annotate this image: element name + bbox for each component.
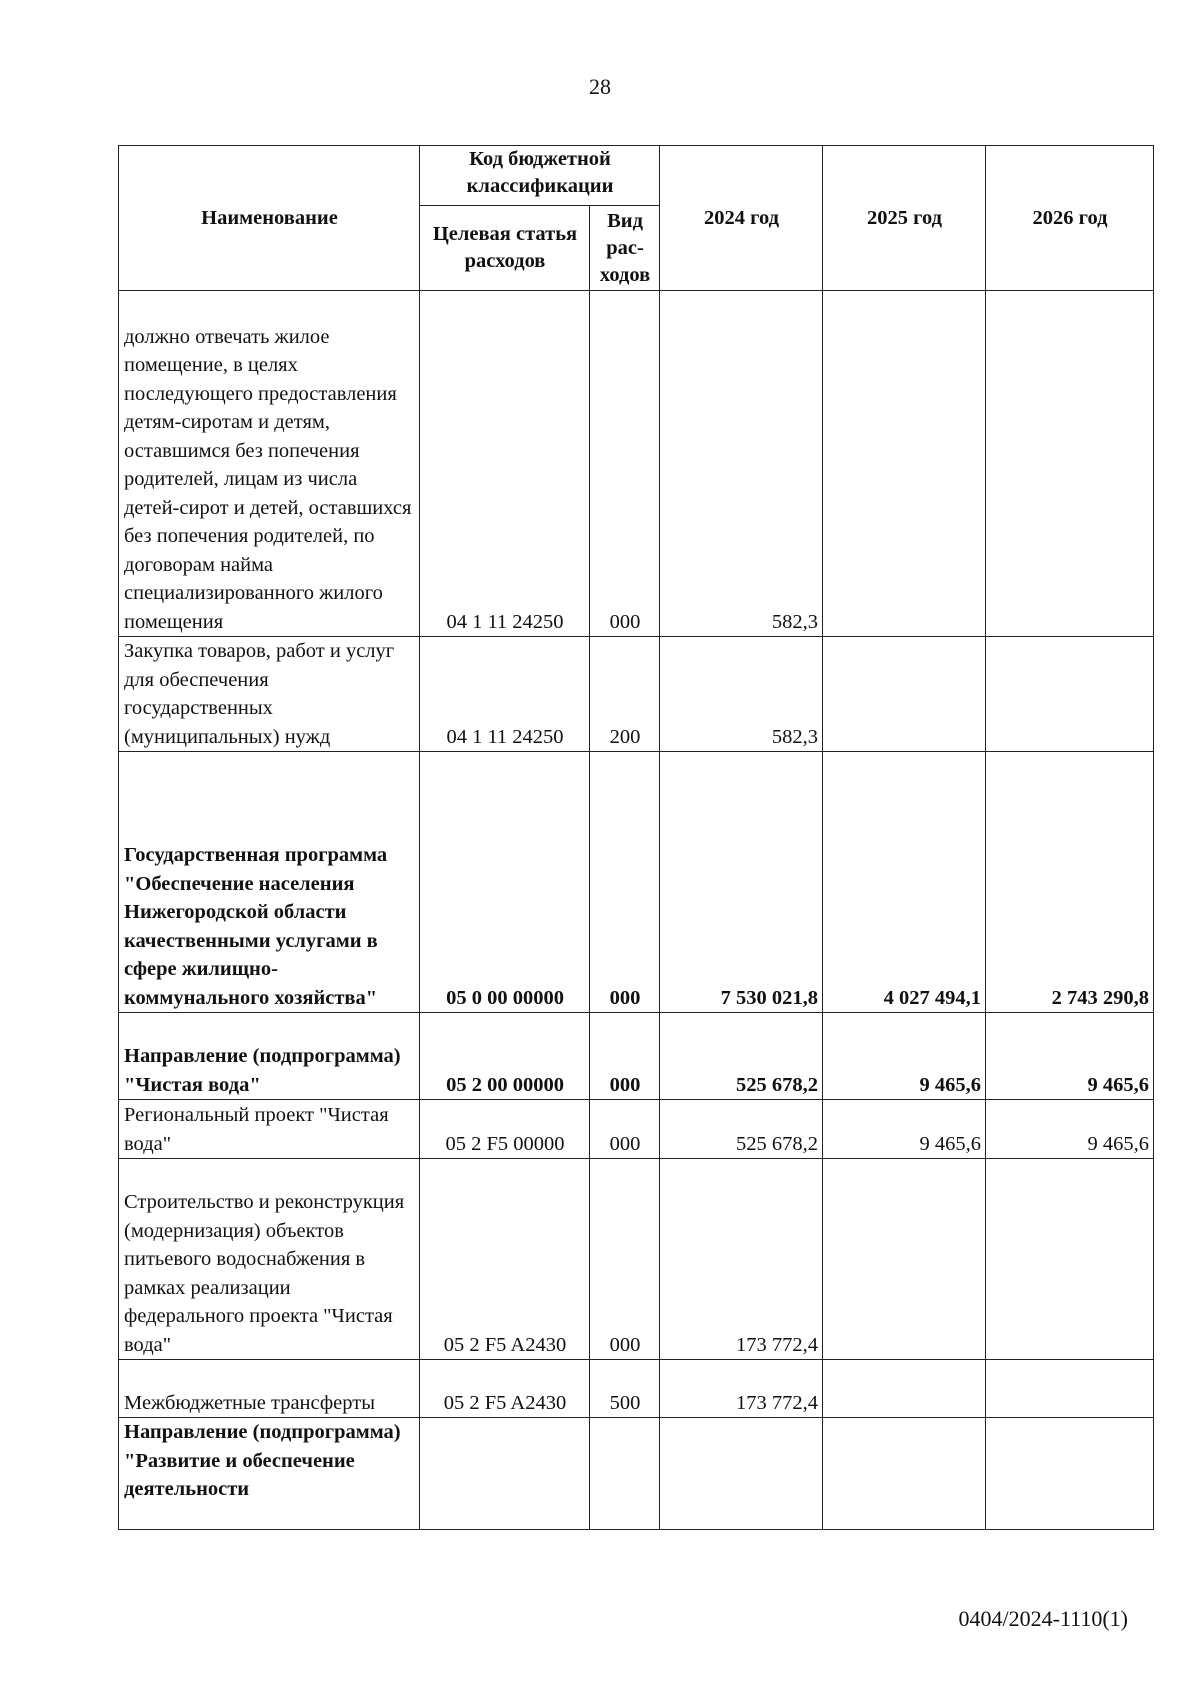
budget-table [118,145,1154,1530]
cell-expense-type: 000 [590,1159,660,1360]
table-row [119,1418,1154,1530]
cell-2025 [823,1418,986,1530]
cell-target-code: 05 2 00 00000 [420,1013,590,1100]
cell-2024 [660,1418,823,1530]
header-2026: 2026 год [986,146,1154,291]
cell-name: Направление (подпрограмма) "Чистая вода" [119,1013,420,1100]
table-row [119,1013,1154,1100]
cell-2024: 525 678,2 [660,1100,823,1159]
table-row [119,291,1154,637]
cell-2026: 9 465,6 [986,1100,1154,1159]
cell-2025: 9 465,6 [823,1013,986,1100]
header-target: Целевая статья расходов [420,206,590,291]
cell-name: Региональный проект "Чистая вода" [119,1100,420,1159]
header-name: Наименование [119,146,420,291]
header-vid: Вид рас-ходов [590,206,660,291]
cell-expense-type: 200 [590,637,660,752]
cell-2025 [823,637,986,752]
table-header [119,146,1154,291]
table-row [119,1100,1154,1159]
cell-name: Закупка товаров, работ и услуг для обеспечения государственных (муниципальных) нужд [119,637,420,752]
cell-2025: 4 027 494,1 [823,752,986,1013]
cell-2026: 2 743 290,8 [986,752,1154,1013]
cell-2024: 173 772,4 [660,1360,823,1418]
table-body [119,291,1154,1530]
cell-2026 [986,637,1154,752]
cell-name: Межбюджетные трансферты [119,1360,420,1418]
cell-target-code: 05 2 F5 A2430 [420,1159,590,1360]
cell-target-code: 05 0 00 00000 [420,752,590,1013]
cell-2026 [986,1159,1154,1360]
cell-2025 [823,1159,986,1360]
header-code-group: Код бюджетной классификации [420,146,660,206]
table-row [119,637,1154,752]
cell-expense-type: 000 [590,1100,660,1159]
cell-2024: 525 678,2 [660,1013,823,1100]
cell-2025 [823,291,986,637]
cell-2026 [986,291,1154,637]
cell-name: должно отвечать жилое помещение, в целях последующего предоставления детям-сиротам и детям, оставшимся без попечения родителей, лицам из числа детей-сирот и детей, оставшихся без попечения родителей, по договорам найма специализированного жилого помещения [119,291,420,637]
cell-name: Государственная программа "Обеспечение населения Нижегородской области качественными услугами в сфере жилищно-коммунального хозяйства" [119,752,420,1013]
table-row [119,1159,1154,1360]
cell-expense-type [590,1418,660,1530]
header-2025: 2025 год [823,146,986,291]
cell-target-code: 05 2 F5 00000 [420,1100,590,1159]
cell-2025: 9 465,6 [823,1100,986,1159]
cell-target-code: 04 1 11 24250 [420,637,590,752]
header-2024: 2024 год [660,146,823,291]
cell-name: Направление (подпрограмма) "Развитие и обеспечение деятельности [119,1418,420,1530]
cell-expense-type: 000 [590,291,660,637]
cell-target-code: 04 1 11 24250 [420,291,590,637]
cell-2024: 7 530 021,8 [660,752,823,1013]
cell-2024: 173 772,4 [660,1159,823,1360]
cell-expense-type: 000 [590,1013,660,1100]
cell-2026: 9 465,6 [986,1013,1154,1100]
cell-2025 [823,1360,986,1418]
table-row [119,1360,1154,1418]
cell-2026 [986,1360,1154,1418]
cell-name: Строительство и реконструкция (модернизация) объектов питьевого водоснабжения в рамках реализации федерального проекта "Чистая вода" [119,1159,420,1360]
cell-target-code [420,1418,590,1530]
cell-expense-type: 500 [590,1360,660,1418]
page-number: 28 [589,74,611,99]
table-row [119,752,1154,1013]
cell-target-code: 05 2 F5 A2430 [420,1360,590,1418]
cell-2024: 582,3 [660,291,823,637]
cell-2024: 582,3 [660,637,823,752]
cell-expense-type: 000 [590,752,660,1013]
document-code: 0404/2024-1110(1) [958,1606,1128,1631]
cell-2026 [986,1418,1154,1530]
